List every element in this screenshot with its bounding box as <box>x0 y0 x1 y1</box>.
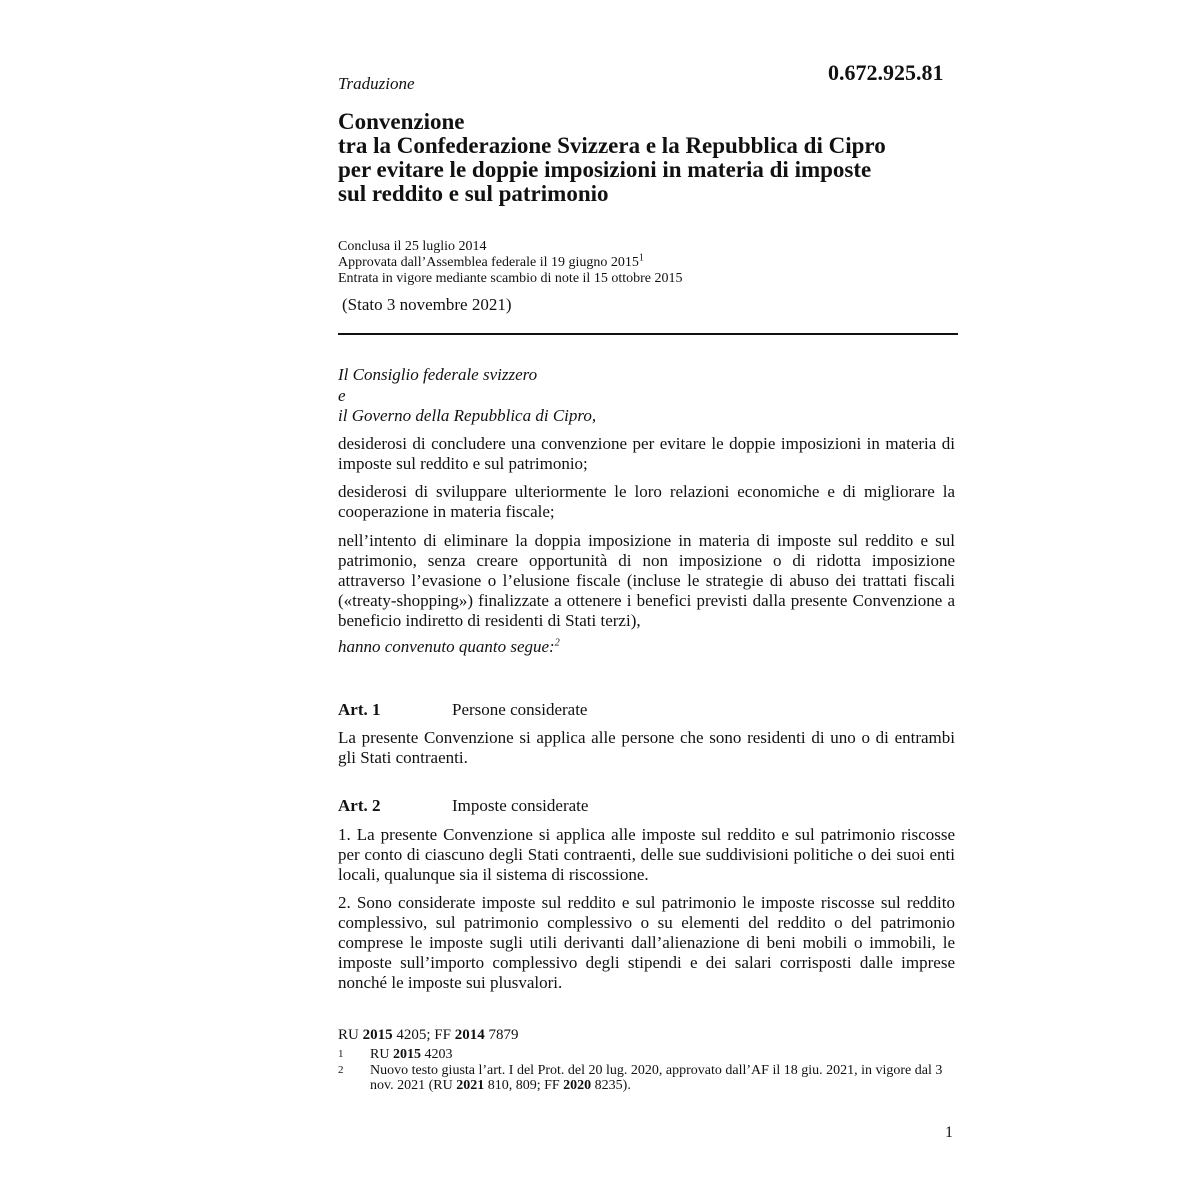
in-force-date: Entrata in vigore mediante scambio di note il 15 ottobre 2015 <box>338 271 683 286</box>
enactment-dates <box>338 239 682 287</box>
preamble-paragraph: desiderosi di sviluppare ulteriormente le loro relazioni economiche e di migliorare la cooperazione in materia fiscale; <box>338 482 955 521</box>
preamble-conjunction: e <box>338 386 346 405</box>
footnote-text: Nuovo testo giusta l’art. I del Prot. del 20 lug. 2020, approvato dall’AF il 18 giu. 2021, in vigore dal 3 nov. 2021 (RU 2021 810, 809; FF 2020 8235). <box>370 1063 943 1093</box>
title-line: tra la Confederazione Svizzera e la Repubblica di Cipro <box>338 133 886 158</box>
title-line: per evitare le doppie imposizioni in materia di imposte <box>338 157 872 182</box>
footnote <box>338 1047 958 1063</box>
translation-label: Traduzione <box>338 74 415 93</box>
article-number: Art. 2 <box>338 796 381 815</box>
sr-number: 0.672.925.81 <box>828 60 944 85</box>
footnote-mark: 1 <box>338 1048 344 1060</box>
preamble-agreed: hanno convenuto quanto segue:$^2$ <box>338 637 560 656</box>
approved-date: Approvata dall’Assemblea federale il 19 giugno 2015$^1$ <box>338 252 644 270</box>
article-title: Imposte considerate <box>452 796 589 815</box>
footnote <box>338 1063 958 1095</box>
preamble-party-2: il Governo della Repubblica di Cipro, <box>338 406 597 425</box>
concluded-date: Conclusa il 25 luglio 2014 <box>338 239 487 254</box>
article-paragraph: 2. Sono considerate imposte sul reddito e sul patrimonio le imposte riscosse sul reddito complessivo, sul patrimonio complessivo o su elementi del reddito o del patrimonio comprese le imposte sugli utili derivanti dall’alienazione di beni mobili o immobili, le imposte sull’importo complessivo degli stipendi e dei salari corrisposti dalle imprese nonché le imposte sui plusvalori. <box>338 893 955 992</box>
preamble-paragraph: desiderosi di concludere una convenzione per evitare le doppie imposizioni in materia di imposte sul reddito e sul patrimonio; <box>338 434 955 473</box>
footnote-ref[interactable]: 2 <box>554 637 560 649</box>
document-title <box>338 110 978 206</box>
article-number: Art. 1 <box>338 700 381 719</box>
article-paragraph: La presente Convenzione si applica alle persone che sono residenti di uno o di entrambi gli Stati contraenti. <box>338 728 955 767</box>
header-divider <box>338 333 958 335</box>
footnote-mark: 2 <box>338 1064 344 1076</box>
footnote-text: RU 2015 4203 <box>370 1047 453 1062</box>
article-heading <box>338 796 588 816</box>
footnote-ref[interactable]: 1 <box>638 252 644 264</box>
publication-reference: RU 2015 4205; FF 2014 7879 <box>338 1027 519 1043</box>
title-line: sul reddito e sul patrimonio <box>338 181 609 206</box>
article-title: Persone considerate <box>452 700 588 719</box>
title-line: Convenzione <box>338 109 465 134</box>
article-heading <box>338 700 587 720</box>
page-number: 1 <box>945 1124 953 1141</box>
preamble-party-1: Il Consiglio federale svizzero <box>338 365 538 384</box>
preamble-paragraph: nell’intento di eliminare la doppia imposizione in materia di imposte sul reddito e sul patrimonio, senza creare opportunità di non imposizione o di ridotta imposizione attraverso l’evasione o l’elusione fiscale (incluse le strategie di abuso dei trattati fiscali («treaty-shopping») finalizzate a ottenere i benefici previsti dalla presente Convenzione a beneficio indiretto di residenti di Stati terzi), <box>338 531 955 630</box>
article-paragraph: 1. La presente Convenzione si applica alle imposte sul reddito e sul patrimonio riscosse per conto di ciascuno degli Stati contraenti, delle sue suddivisioni politiche o dei suoi enti locali, qualunque sia il sistema di riscossione. <box>338 825 955 884</box>
status-date: (Stato 3 novembre 2021) <box>342 295 512 314</box>
